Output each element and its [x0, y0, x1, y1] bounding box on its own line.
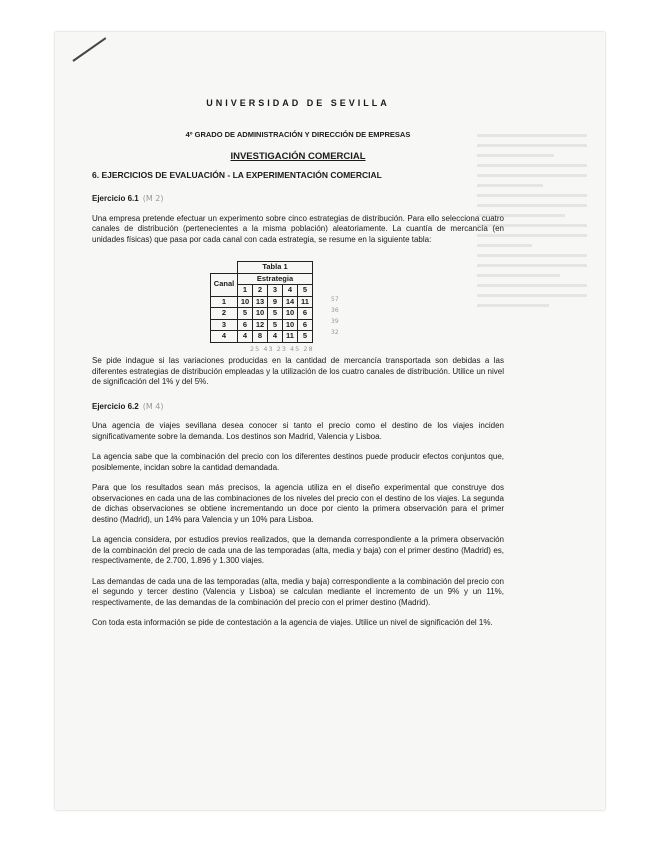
table-cell: 10: [283, 308, 298, 320]
table-cell: 11: [283, 331, 298, 343]
table-cell: 14: [283, 296, 298, 308]
table-cell: 11: [298, 296, 313, 308]
table-row: [211, 331, 313, 343]
section-heading: 6. EJERCICIOS DE EVALUACIÓN - LA EXPERIMENTACIÓN COMERCIAL: [92, 169, 382, 180]
strategy-col-4: 4: [283, 285, 298, 297]
handwritten-row-sum: 32: [331, 329, 339, 336]
table-cell: 10: [283, 319, 298, 331]
handwritten-row-sum: 57: [331, 296, 339, 303]
strategy-col-5: 5: [298, 285, 313, 297]
row-canal: 4: [211, 331, 238, 343]
table-cell: 6: [298, 308, 313, 320]
table-cell: 13: [253, 296, 268, 308]
data-table: [210, 261, 313, 343]
handwritten-row-sum: 36: [331, 307, 339, 314]
course-title: INVESTIGACIÓN COMERCIAL: [230, 151, 366, 162]
table-cell: 10: [253, 308, 268, 320]
table-cell: 5: [238, 308, 253, 320]
exercise-1-handwritten-note: (M 2): [142, 194, 164, 203]
table-cell: 6: [238, 319, 253, 331]
document-content: [92, 98, 504, 629]
table-row: [211, 308, 313, 320]
exercise-1-question: Se pide indague si las variaciones producidas en la cantidad de mercancía transportada son debidas a las diferentes estrategias de distribución empleadas y la utilización de los cuatro canales de distribución. Utilice un nivel de significación del 1% y del 5%.: [92, 356, 504, 386]
table-cell: 5: [298, 331, 313, 343]
exercise-1-heading: [92, 194, 504, 205]
exercise-2-handwritten-note: (M 4): [142, 401, 164, 411]
exercise-2-paragraph-4: La agencia considera, por estudios previos realizados, que la demanda correspondiente a la primera observación de la combinación del precio de cada una de las temporadas (alta, media y baja) con el primer destino (Madrid) es, respectivamente, de 2.700, 1.896 y 1.300 viajes.: [92, 535, 504, 565]
table-cell: 4: [268, 331, 283, 343]
table-cell: 6: [298, 319, 313, 331]
table-row: [211, 319, 313, 331]
strategy-col-1: 1: [238, 285, 253, 297]
pen-mark: [72, 37, 106, 62]
exercise-2-title: Ejercicio 6.2: [92, 401, 139, 411]
table-cell: 4: [238, 331, 253, 343]
row-canal: 2: [211, 308, 238, 320]
degree-heading: 4º GRADO DE ADMINISTRACIÓN Y DIRECCIÓN DE EMPRESAS: [185, 129, 411, 139]
exercise-2-paragraph-6: Con toda esta información se pide de contestación a la agencia de viajes. Utilice un nivel de significación del 1%.: [92, 618, 493, 627]
table-cell: 10: [238, 296, 253, 308]
table-row: [211, 296, 313, 308]
strategy-col-3: 3: [268, 285, 283, 297]
table-caption: Tabla 1: [238, 262, 313, 274]
table-cell: 5: [268, 308, 283, 320]
exercise-1-statement: Una empresa pretende efectuar un experimento sobre cinco estrategias de distribución. Para ello selecciona cuatro canales de distribución (pertenecientes a la misma población) aleatoriamente. La cuantía de mercancía (en unidades físicas) que pasa por cada canal con cada estrategia, se resume en la siguiente tabla:: [92, 213, 504, 244]
data-table-wrapper: [210, 261, 370, 343]
row-canal: 3: [211, 319, 238, 331]
strategy-header: Estrategia: [238, 273, 313, 285]
exercise-2-paragraph-5: Las demandas de cada una de las temporadas (alta, media y baja) correspondiente a la combinación del precio con el segundo y tercer destino (Valencia y Lisboa) se calculan mediante el incremento de un 9% y un 11%, respectivamente, de las demandas de la combinación del precio con el primer destino (Madrid).: [92, 576, 504, 607]
exercise-2-paragraph-3: Para que los resultados sean más precisos, la agencia utiliza en el diseño experimental que construye dos observaciones en cada una de las combinaciones de los niveles del precio con el destino de los viajes. La segunda de dichas observaciones se obtiene incrementando un doce por ciento la primera observación para el primer destino (Madrid), un 14% para Valencia y un 10% para Lisboa.: [92, 483, 504, 524]
handwritten-column-sums: 25 43 23 45 28: [250, 344, 314, 353]
handwritten-row-sum: 39: [331, 318, 339, 325]
exercise-2-paragraph-2: La agencia sabe que la combinación del precio con los diferentes destinos puede producir efectos conjuntos que, posiblemente, incidan sobre la cantidad demandada.: [92, 452, 504, 472]
table-cell: 9: [268, 296, 283, 308]
table-cell: 5: [268, 319, 283, 331]
exercise-2-heading: [92, 402, 504, 413]
row-canal: 1: [211, 296, 238, 308]
canal-header: Canal: [211, 273, 238, 296]
table-cell: 8: [253, 331, 268, 343]
strategy-col-2: 2: [253, 285, 268, 297]
table-cell: 12: [253, 319, 268, 331]
exercise-1-title: Ejercicio 6.1: [92, 194, 139, 203]
exercise-2-paragraph-1: Una agencia de viajes sevillana desea conocer si tanto el precio como el destino de los viajes inciden significativamente sobre la demanda. Los destinos son Madrid, Valencia y Lisboa.: [92, 421, 504, 441]
university-heading: UNIVERSIDAD DE SEVILLA: [206, 98, 390, 108]
